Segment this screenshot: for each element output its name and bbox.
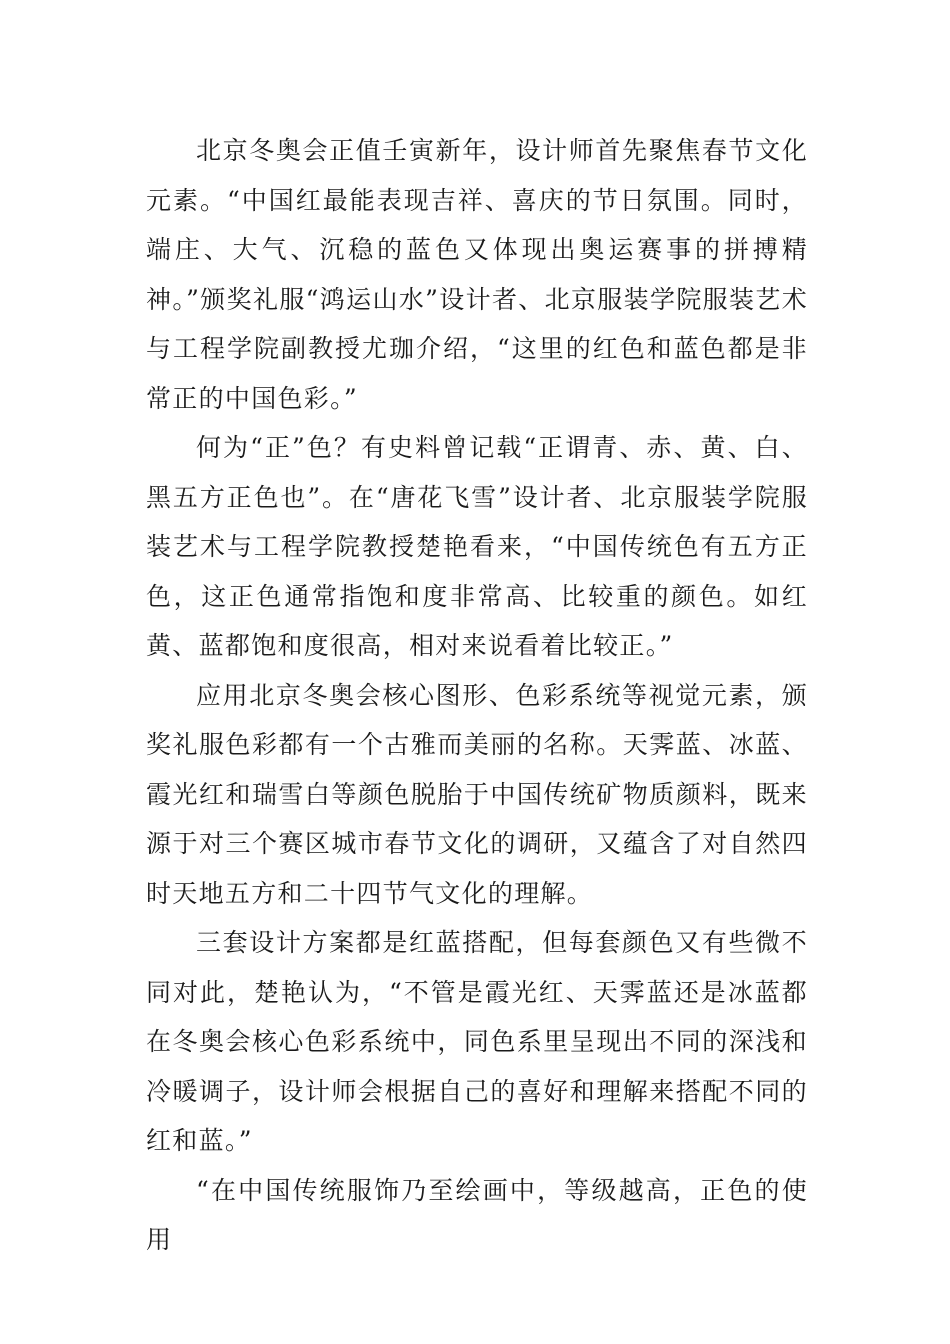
paragraph-5: “在中国传统服饰乃至绘画中，等级越高，正色的使用	[146, 1175, 808, 1254]
paragraph-1: 北京冬奥会正值壬寅新年，设计师首先聚焦春节文化元素。“中国红最能表现吉祥、喜庆的节日氛围。同时，端庄、大气、沉稳的蓝色又体现出奥运赛事的拼搏精神。”颁奖礼服“鸿运山水”设计者、北京服装学院服装艺术与工程学院副教授尤珈介绍，“这里的红色和蓝色都是非常正的中国色彩。”	[146, 136, 808, 413]
document-body	[146, 126, 808, 1265]
paragraph-3: 应用北京冬奥会核心图形、色彩系统等视觉元素，颁奖礼服色彩都有一个古雅而美丽的名称。天霁蓝、冰蓝、霞光红和瑞雪白等颜色脱胎于中国传统矿物质颜料，既来源于对三个赛区城市春节文化的调研，又蕴含了对自然四时天地五方和二十四节气文化的理解。	[146, 680, 808, 908]
paragraph-4: 三套设计方案都是红蓝搭配，但每套颜色又有些微不同对此，楚艳认为，“不管是霞光红、天霁蓝还是冰蓝都在冬奥会核心色彩系统中，同色系里呈现出不同的深浅和冷暖调子，设计师会根据自己的喜好和理解来搭配不同的红和蓝。”	[146, 928, 808, 1155]
paragraph-2: 何为“正”色？有史料曾记载“正谓青、赤、黄、白、黑五方正色也”。在“唐花飞雪”设计者、北京服装学院服装艺术与工程学院教授楚艳看来，“中国传统色有五方正色，这正色通常指饱和度非常高、比较重的颜色。如红黄、蓝都饱和度很高，相对来说看着比较正。”	[146, 433, 808, 660]
